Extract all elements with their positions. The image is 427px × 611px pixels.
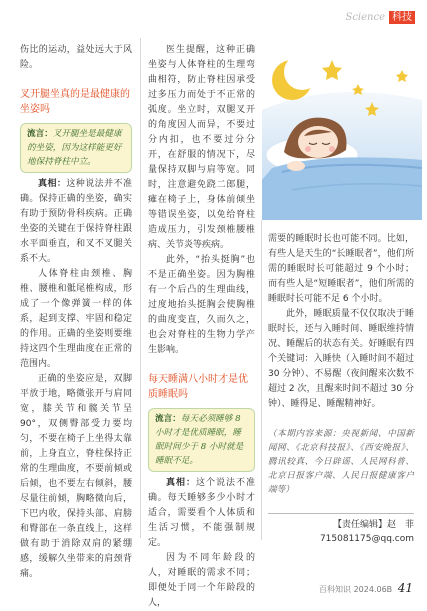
paragraph: 需要的睡眠时长也可能不同。比如，有些人是天生的“长睡眠者”，他们所需的睡眠时长可能超过 9 个小时；而有些人是“短睡眠者”，他们所需的睡眠时长可能不足 6 个小时。 [268, 234, 414, 304]
column-1 [20, 43, 132, 582]
section-cn: 科技 [389, 11, 415, 24]
magazine-name: 百科知识 2024.06B [319, 585, 393, 594]
section-heading: 每天睡满八小时才是优质睡眠吗 [148, 374, 248, 400]
rumor-callout [20, 123, 132, 173]
moon-icon [272, 54, 320, 100]
paragraph: 伤比的运动，益处远大于风险。 [20, 45, 132, 70]
paragraph: 人体脊柱由颈椎、胸椎、腰椎和骶尾椎构成，形成了一个像弹簧一样的体系，起到支撑、牢固和稳定的作用。正确的坐姿则要维持这四个生理曲度在正常的范围内。 [20, 269, 132, 369]
footer [319, 581, 413, 595]
editor-name: 【责任编辑】赵 菲 [332, 520, 414, 531]
rumor-callout [148, 408, 255, 472]
paragraph: 因为不同年龄段的人，对睡眠的需求不同；即便处于同一个年龄段的人， [148, 553, 255, 608]
page-number: 41 [397, 581, 413, 595]
column-2 [148, 43, 255, 611]
truth-paragraph: 真相：这个说法不准确。每天睡够多少小时才适合，需要看个人体质和生活习惯，不能强制规定。 [148, 478, 255, 548]
paragraph: 此外，“抬头挺胸”也不是正确坐姿。因为胸椎有一个后凸的生理曲线，过度地抬头挺胸会使胸椎的曲度变直，久而久之，也会对脊柱的生物力学产生影响。 [148, 255, 255, 355]
editor-email: 715081175@qq.com [319, 534, 414, 545]
section-en: Science [345, 12, 385, 23]
paragraph: 正确的坐姿应是，双脚平放于地，略微张开与肩同宽，膝关节和髋关节呈 90°，双侧臀部受力要均匀，不要在椅子上坐得太靠前，上身直立，脊柱保持正常的生理曲度，不要前倾或后倾，也不要左右倾斜，腰尽量往前倾，胸略微向后，下巴内收，保持头部、肩膀和臀部在一条直线上，这样做有助于消除双肩的紧绷感，缓解久坐带来的肩颈背痛。 [20, 374, 132, 579]
paragraph: 此外，睡眠质量不仅仅取决于睡眠时长，还与入睡时间、睡眠维持情况、睡醒后的状态有关。好睡眠有四个关键词：入睡快（入睡时间不超过 30 分钟）、不易醒（夜间醒来次数不超过 2 次，且醒来时间不超过 30 分钟）、睡得足、睡醒精神好。 [268, 309, 414, 409]
rumor-label: 流言： [155, 414, 181, 424]
column-divider [261, 220, 262, 540]
paragraph: 医生提醒，这种正确坐姿与人体脊柱的生理弯曲相符，防止脊柱因承受过多压力而处于不正常的弧度。坐立时，双腿叉开的角度因人而异，不要过分内扣，也不要过分分开，在舒服的情况下，尽量保持双脚与肩等宽。同时，注意避免跷二郎腿，瘫在椅子上，身体前倾坐等错误坐姿，以免给脊柱造成压力，引发颈椎腰椎病、关节炎等疾病。 [148, 45, 255, 250]
section-heading: 叉开腿坐真的是最健康的坐姿吗 [20, 89, 130, 115]
source-note: （本期内容来源：央视新闻、中国新闻网、《北京科技报》、《西安晚报》、腾讯较真、今日辟谣、人民网科普、北京日报客户端、人民日报健康客户端等） [268, 428, 414, 495]
rumor-text: 每天必须睡够 8 小时才是优质睡眠，睡眠时间少于 8 小时就是睡眠不足。 [155, 414, 244, 466]
rumor-label: 流言： [27, 129, 53, 139]
column-divider [140, 38, 141, 538]
section-tag [345, 8, 415, 23]
truth-paragraph: 真相：这种说法并不准确。保持正确的坐姿，确实有助于预防骨科疾病。正确坐姿的关键在于保持脊柱跟水平面垂直，和叉不叉腿关系不大。 [20, 179, 132, 264]
truth-label: 真相： [166, 478, 196, 488]
truth-label: 真相： [38, 179, 67, 189]
rumor-text: 叉开腿坐是最健康的坐姿，因为这样能更好地保持脊柱中立。 [27, 129, 122, 167]
sleeping-girl-illustration [262, 40, 422, 220]
column-3 [268, 232, 414, 546]
editor-box [268, 513, 414, 546]
